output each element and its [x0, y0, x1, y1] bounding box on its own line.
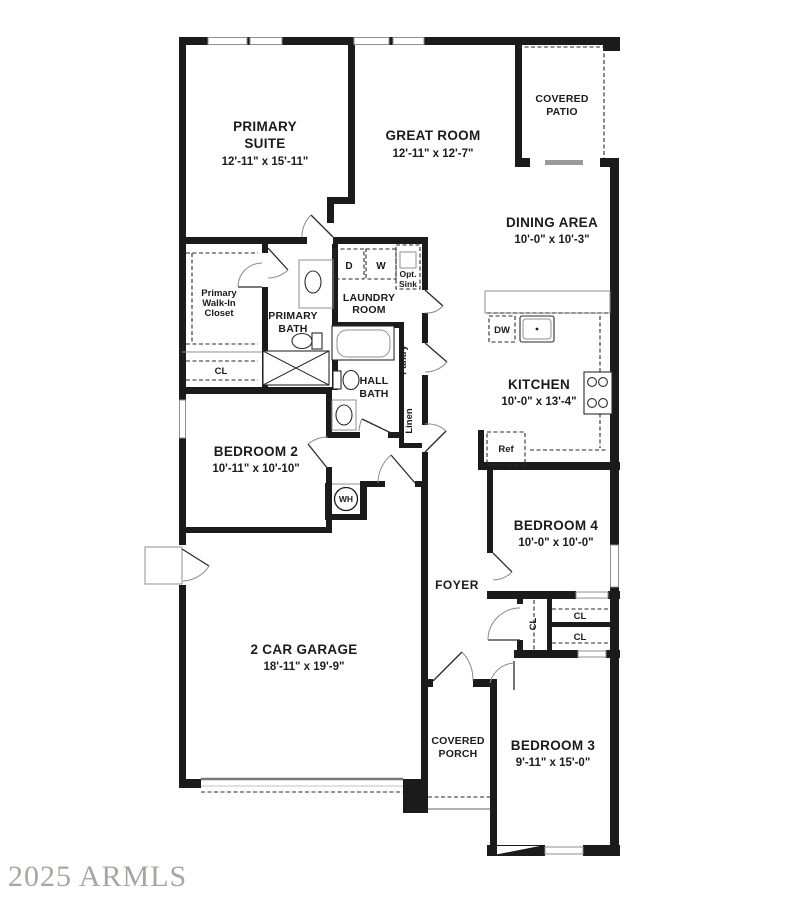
opt-sink-label2: Sink	[399, 279, 417, 289]
bathtub-icon	[332, 326, 394, 360]
hallway-door	[425, 424, 446, 452]
hall-bath-toilet-icon	[333, 371, 359, 390]
dining-area-dims: 10'-0" x 10'-3"	[514, 234, 590, 246]
garage-dims: 18'-11" x 19'-9"	[263, 661, 345, 673]
kitchen-counter-top	[485, 291, 610, 313]
front-door	[433, 652, 473, 681]
closet-label-hall: CL	[528, 617, 539, 631]
primary-closet-label3: Closet	[204, 308, 234, 319]
primary-bath-label2: BATH	[278, 323, 308, 335]
hall-bath-label: HALL	[359, 375, 389, 387]
stove-icon	[584, 372, 612, 414]
hall-closet-door	[488, 608, 520, 640]
covered-patio-label2: PATIO	[546, 106, 578, 118]
primary-bath-door	[268, 248, 288, 278]
closet-label-primary: CL	[214, 366, 228, 377]
laundry-label2: ROOM	[352, 304, 386, 316]
covered-porch-label2: PORCH	[438, 748, 478, 760]
opt-sink-basin	[400, 252, 416, 268]
washer-label: W	[376, 261, 386, 272]
primary-bath-sink-icon	[299, 260, 333, 308]
covered-porch-label: COVERED	[431, 735, 485, 747]
bedroom4-label: BEDROOM 4	[513, 518, 599, 533]
covered-patio-label: COVERED	[535, 93, 589, 105]
bedroom2-label: BEDROOM 2	[213, 444, 299, 459]
garage-label: 2 CAR GARAGE	[250, 642, 358, 657]
water-heater-label: WH	[338, 494, 354, 504]
garage-side-door	[182, 549, 209, 581]
hall-bath-door	[359, 419, 391, 433]
closet-label-bottom: CL	[573, 632, 587, 643]
kitchen-sink-icon	[520, 316, 554, 342]
primary-suite-label: PRIMARY	[233, 119, 297, 134]
primary-bath-toilet-icon	[292, 333, 322, 349]
bedroom2-dims: 10'-11" x 10'-10"	[212, 463, 300, 475]
kitchen-dims: 10'-0" x 13'-4"	[501, 396, 577, 408]
patio-slider-panel	[545, 160, 583, 165]
dining-area-label: DINING AREA	[505, 215, 599, 230]
dishwasher-label: DW	[494, 325, 510, 336]
foyer-label: FOYER	[435, 578, 479, 592]
pantry-door	[425, 343, 447, 372]
great-room-dims: 12'-11" x 12'-7"	[392, 148, 474, 160]
laundry-label: LAUNDRY	[342, 292, 396, 304]
bedroom4-dims: 10'-0" x 10'-0"	[518, 537, 594, 549]
linen-label: Linen	[404, 408, 415, 434]
primary-closet-label: Primary	[201, 288, 237, 299]
closet-label-top: CL	[573, 611, 587, 622]
primary-bath-label: PRIMARY	[268, 310, 318, 322]
bedroom3-label: BEDROOM 3	[510, 738, 596, 753]
side-door-landing	[145, 547, 182, 584]
pantry-label: Pantry	[398, 345, 409, 375]
great-room-label: GREAT ROOM	[385, 128, 481, 143]
dryer-label: D	[345, 261, 353, 272]
kitchen-label: KITCHEN	[507, 377, 571, 392]
primary-suite-dims: 12'-11" x 15'-11"	[221, 156, 309, 168]
bedroom3-dims: 9'-11" x 15'-0"	[515, 757, 591, 769]
hall-bath-label2: BATH	[359, 388, 389, 400]
refrigerator-label: Ref	[498, 444, 514, 455]
hall-bath-sink-icon	[332, 400, 356, 430]
garage-service-door	[378, 455, 415, 483]
walkin-closet-door	[238, 263, 262, 287]
laundry-door	[425, 290, 443, 313]
primary-closet-label2: Walk-In	[202, 298, 236, 309]
armls-watermark: 2025 ARMLS	[8, 860, 188, 893]
bedroom2-door	[308, 437, 328, 469]
bedroom4-door	[493, 553, 512, 580]
shower-icon	[263, 351, 329, 385]
opt-sink-label: Opt.	[399, 269, 417, 279]
primary-suite-label2: SUITE	[244, 136, 286, 151]
